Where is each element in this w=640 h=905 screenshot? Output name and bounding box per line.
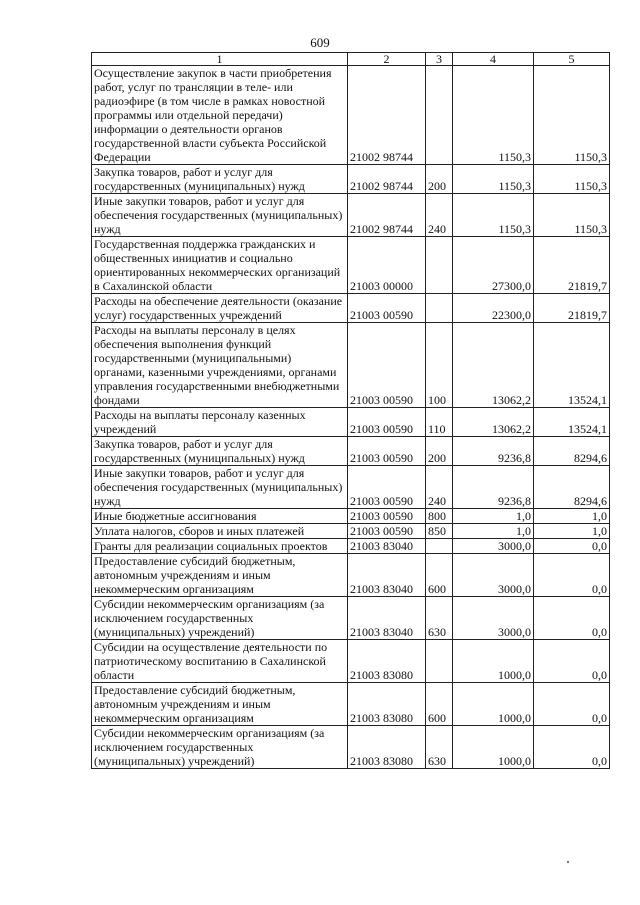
table-row xyxy=(92,539,610,554)
header-col-5: 5 xyxy=(534,53,610,66)
cell-expense-type: 850 xyxy=(426,524,453,539)
table-row xyxy=(92,554,610,597)
cell-name: Субсидии некоммерческим организациям (за исключением государственных (муниципальных) учреждений) xyxy=(92,597,348,640)
cell-name: Иные закупки товаров, работ и услуг для обеспечения государственных (муниципальных) нужд xyxy=(92,466,348,509)
table-row xyxy=(92,194,610,237)
cell-sum-year-1: 1,0 xyxy=(453,524,534,539)
cell-target-article: 21003 83040 xyxy=(348,539,426,554)
cell-sum-year-1: 1150,3 xyxy=(453,165,534,194)
header-col-2: 2 xyxy=(348,53,426,66)
cell-sum-year-2: 0,0 xyxy=(534,726,610,769)
cell-target-article: 21003 00000 xyxy=(348,237,426,294)
table-row xyxy=(92,597,610,640)
cell-name: Предоставление субсидий бюджетным, автономным учреждениям и иным некоммерческим организациям xyxy=(92,554,348,597)
cell-name: Иные бюджетные ассигнования xyxy=(92,509,348,524)
cell-sum-year-1: 3000,0 xyxy=(453,554,534,597)
cell-expense-type: 600 xyxy=(426,554,453,597)
cell-sum-year-1: 27300,0 xyxy=(453,237,534,294)
cell-expense-type xyxy=(426,237,453,294)
cell-expense-type: 630 xyxy=(426,726,453,769)
table-row xyxy=(92,408,610,437)
cell-target-article: 21002 98744 xyxy=(348,66,426,165)
cell-expense-type: 600 xyxy=(426,683,453,726)
cell-expense-type xyxy=(426,640,453,683)
cell-name: Субсидии на осуществление деятельности по патриотическому воспитанию в Сахалинской области xyxy=(92,640,348,683)
cell-target-article: 21003 00590 xyxy=(348,294,426,323)
cell-target-article: 21003 83080 xyxy=(348,640,426,683)
table-row xyxy=(92,466,610,509)
budget-table xyxy=(91,52,610,769)
cell-target-article: 21003 83040 xyxy=(348,554,426,597)
cell-target-article: 21002 98744 xyxy=(348,194,426,237)
cell-sum-year-2: 1150,3 xyxy=(534,194,610,237)
table-row xyxy=(92,509,610,524)
table-row xyxy=(92,323,610,408)
cell-sum-year-2: 0,0 xyxy=(534,597,610,640)
table-row xyxy=(92,66,610,165)
cell-expense-type: 630 xyxy=(426,597,453,640)
cell-sum-year-2: 0,0 xyxy=(534,539,610,554)
cell-name: Закупка товаров, работ и услуг для государственных (муниципальных) нужд xyxy=(92,165,348,194)
cell-target-article: 21002 98744 xyxy=(348,165,426,194)
cell-expense-type: 240 xyxy=(426,194,453,237)
cell-target-article: 21003 00590 xyxy=(348,524,426,539)
cell-sum-year-2: 8294,6 xyxy=(534,437,610,466)
cell-sum-year-1: 1150,3 xyxy=(453,194,534,237)
cell-expense-type: 800 xyxy=(426,509,453,524)
cell-name: Гранты для реализации социальных проектов xyxy=(92,539,348,554)
table-row xyxy=(92,165,610,194)
cell-expense-type xyxy=(426,66,453,165)
cell-sum-year-1: 9236,8 xyxy=(453,466,534,509)
table-row xyxy=(92,683,610,726)
cell-sum-year-1: 1000,0 xyxy=(453,640,534,683)
cell-sum-year-2: 0,0 xyxy=(534,554,610,597)
cell-expense-type xyxy=(426,294,453,323)
cell-expense-type: 240 xyxy=(426,466,453,509)
cell-name: Государственная поддержка гражданских и общественных инициатив и социально ориентированных некоммерческих организаций в Сахалинской области xyxy=(92,237,348,294)
cell-sum-year-2: 21819,7 xyxy=(534,237,610,294)
cell-target-article: 21003 00590 xyxy=(348,408,426,437)
cell-target-article: 21003 83040 xyxy=(348,597,426,640)
cell-target-article: 21003 00590 xyxy=(348,437,426,466)
cell-target-article: 21003 83080 xyxy=(348,726,426,769)
cell-sum-year-2: 21819,7 xyxy=(534,294,610,323)
cell-sum-year-1: 1000,0 xyxy=(453,726,534,769)
cell-name: Субсидии некоммерческим организациям (за исключением государственных (муниципальных) учреждений) xyxy=(92,726,348,769)
cell-sum-year-2: 1,0 xyxy=(534,524,610,539)
cell-sum-year-1: 3000,0 xyxy=(453,539,534,554)
cell-sum-year-1: 22300,0 xyxy=(453,294,534,323)
cell-name: Расходы на выплаты персоналу казенных учреждений xyxy=(92,408,348,437)
cell-sum-year-1: 13062,2 xyxy=(453,408,534,437)
cell-expense-type xyxy=(426,539,453,554)
cell-sum-year-2: 0,0 xyxy=(534,683,610,726)
cell-sum-year-1: 1150,3 xyxy=(453,66,534,165)
cell-sum-year-2: 0,0 xyxy=(534,640,610,683)
cell-sum-year-1: 9236,8 xyxy=(453,437,534,466)
cell-sum-year-2: 1150,3 xyxy=(534,165,610,194)
cell-sum-year-1: 13062,2 xyxy=(453,323,534,408)
table-row xyxy=(92,437,610,466)
cell-sum-year-2: 13524,1 xyxy=(534,323,610,408)
cell-target-article: 21003 00590 xyxy=(348,509,426,524)
cell-name: Иные закупки товаров, работ и услуг для обеспечения государственных (муниципальных) нужд xyxy=(92,194,348,237)
cell-name: Предоставление субсидий бюджетным, автономным учреждениям и иным некоммерческим организациям xyxy=(92,683,348,726)
cell-sum-year-2: 13524,1 xyxy=(534,408,610,437)
cell-target-article: 21003 00590 xyxy=(348,466,426,509)
cell-name: Расходы на обеспечение деятельности (оказание услуг) государственных учреждений xyxy=(92,294,348,323)
table-header-row xyxy=(92,53,610,66)
cell-sum-year-2: 8294,6 xyxy=(534,466,610,509)
cell-expense-type: 110 xyxy=(426,408,453,437)
scan-speck xyxy=(567,861,569,863)
cell-expense-type: 100 xyxy=(426,323,453,408)
cell-name: Закупка товаров, работ и услуг для государственных (муниципальных) нужд xyxy=(92,437,348,466)
cell-expense-type: 200 xyxy=(426,165,453,194)
cell-sum-year-1: 3000,0 xyxy=(453,597,534,640)
cell-target-article: 21003 83080 xyxy=(348,683,426,726)
cell-sum-year-1: 1,0 xyxy=(453,509,534,524)
table-row xyxy=(92,524,610,539)
cell-sum-year-2: 1,0 xyxy=(534,509,610,524)
cell-name: Уплата налогов, сборов и иных платежей xyxy=(92,524,348,539)
cell-expense-type: 200 xyxy=(426,437,453,466)
cell-name: Расходы на выплаты персоналу в целях обеспечения выполнения функций государственными (муниципальными) органами, казенными учреждениями, органами управления государственными внебюджетными фондами xyxy=(92,323,348,408)
table-row xyxy=(92,726,610,769)
table-row xyxy=(92,237,610,294)
cell-name: Осуществление закупок в части приобретения работ, услуг по трансляции в теле- или радиоэфире (в том числе в рамках новостной программы или отдельной передачи) информации о деятельности органов государственной власти субъекта Российской Федерации xyxy=(92,66,348,165)
cell-sum-year-1: 1000,0 xyxy=(453,683,534,726)
table-body xyxy=(92,66,610,769)
header-col-3: 3 xyxy=(426,53,453,66)
header-col-4: 4 xyxy=(453,53,534,66)
table-row xyxy=(92,294,610,323)
page-number: 609 xyxy=(310,35,330,50)
cell-sum-year-2: 1150,3 xyxy=(534,66,610,165)
table-row xyxy=(92,640,610,683)
cell-target-article: 21003 00590 xyxy=(348,323,426,408)
header-col-1: 1 xyxy=(92,53,348,66)
